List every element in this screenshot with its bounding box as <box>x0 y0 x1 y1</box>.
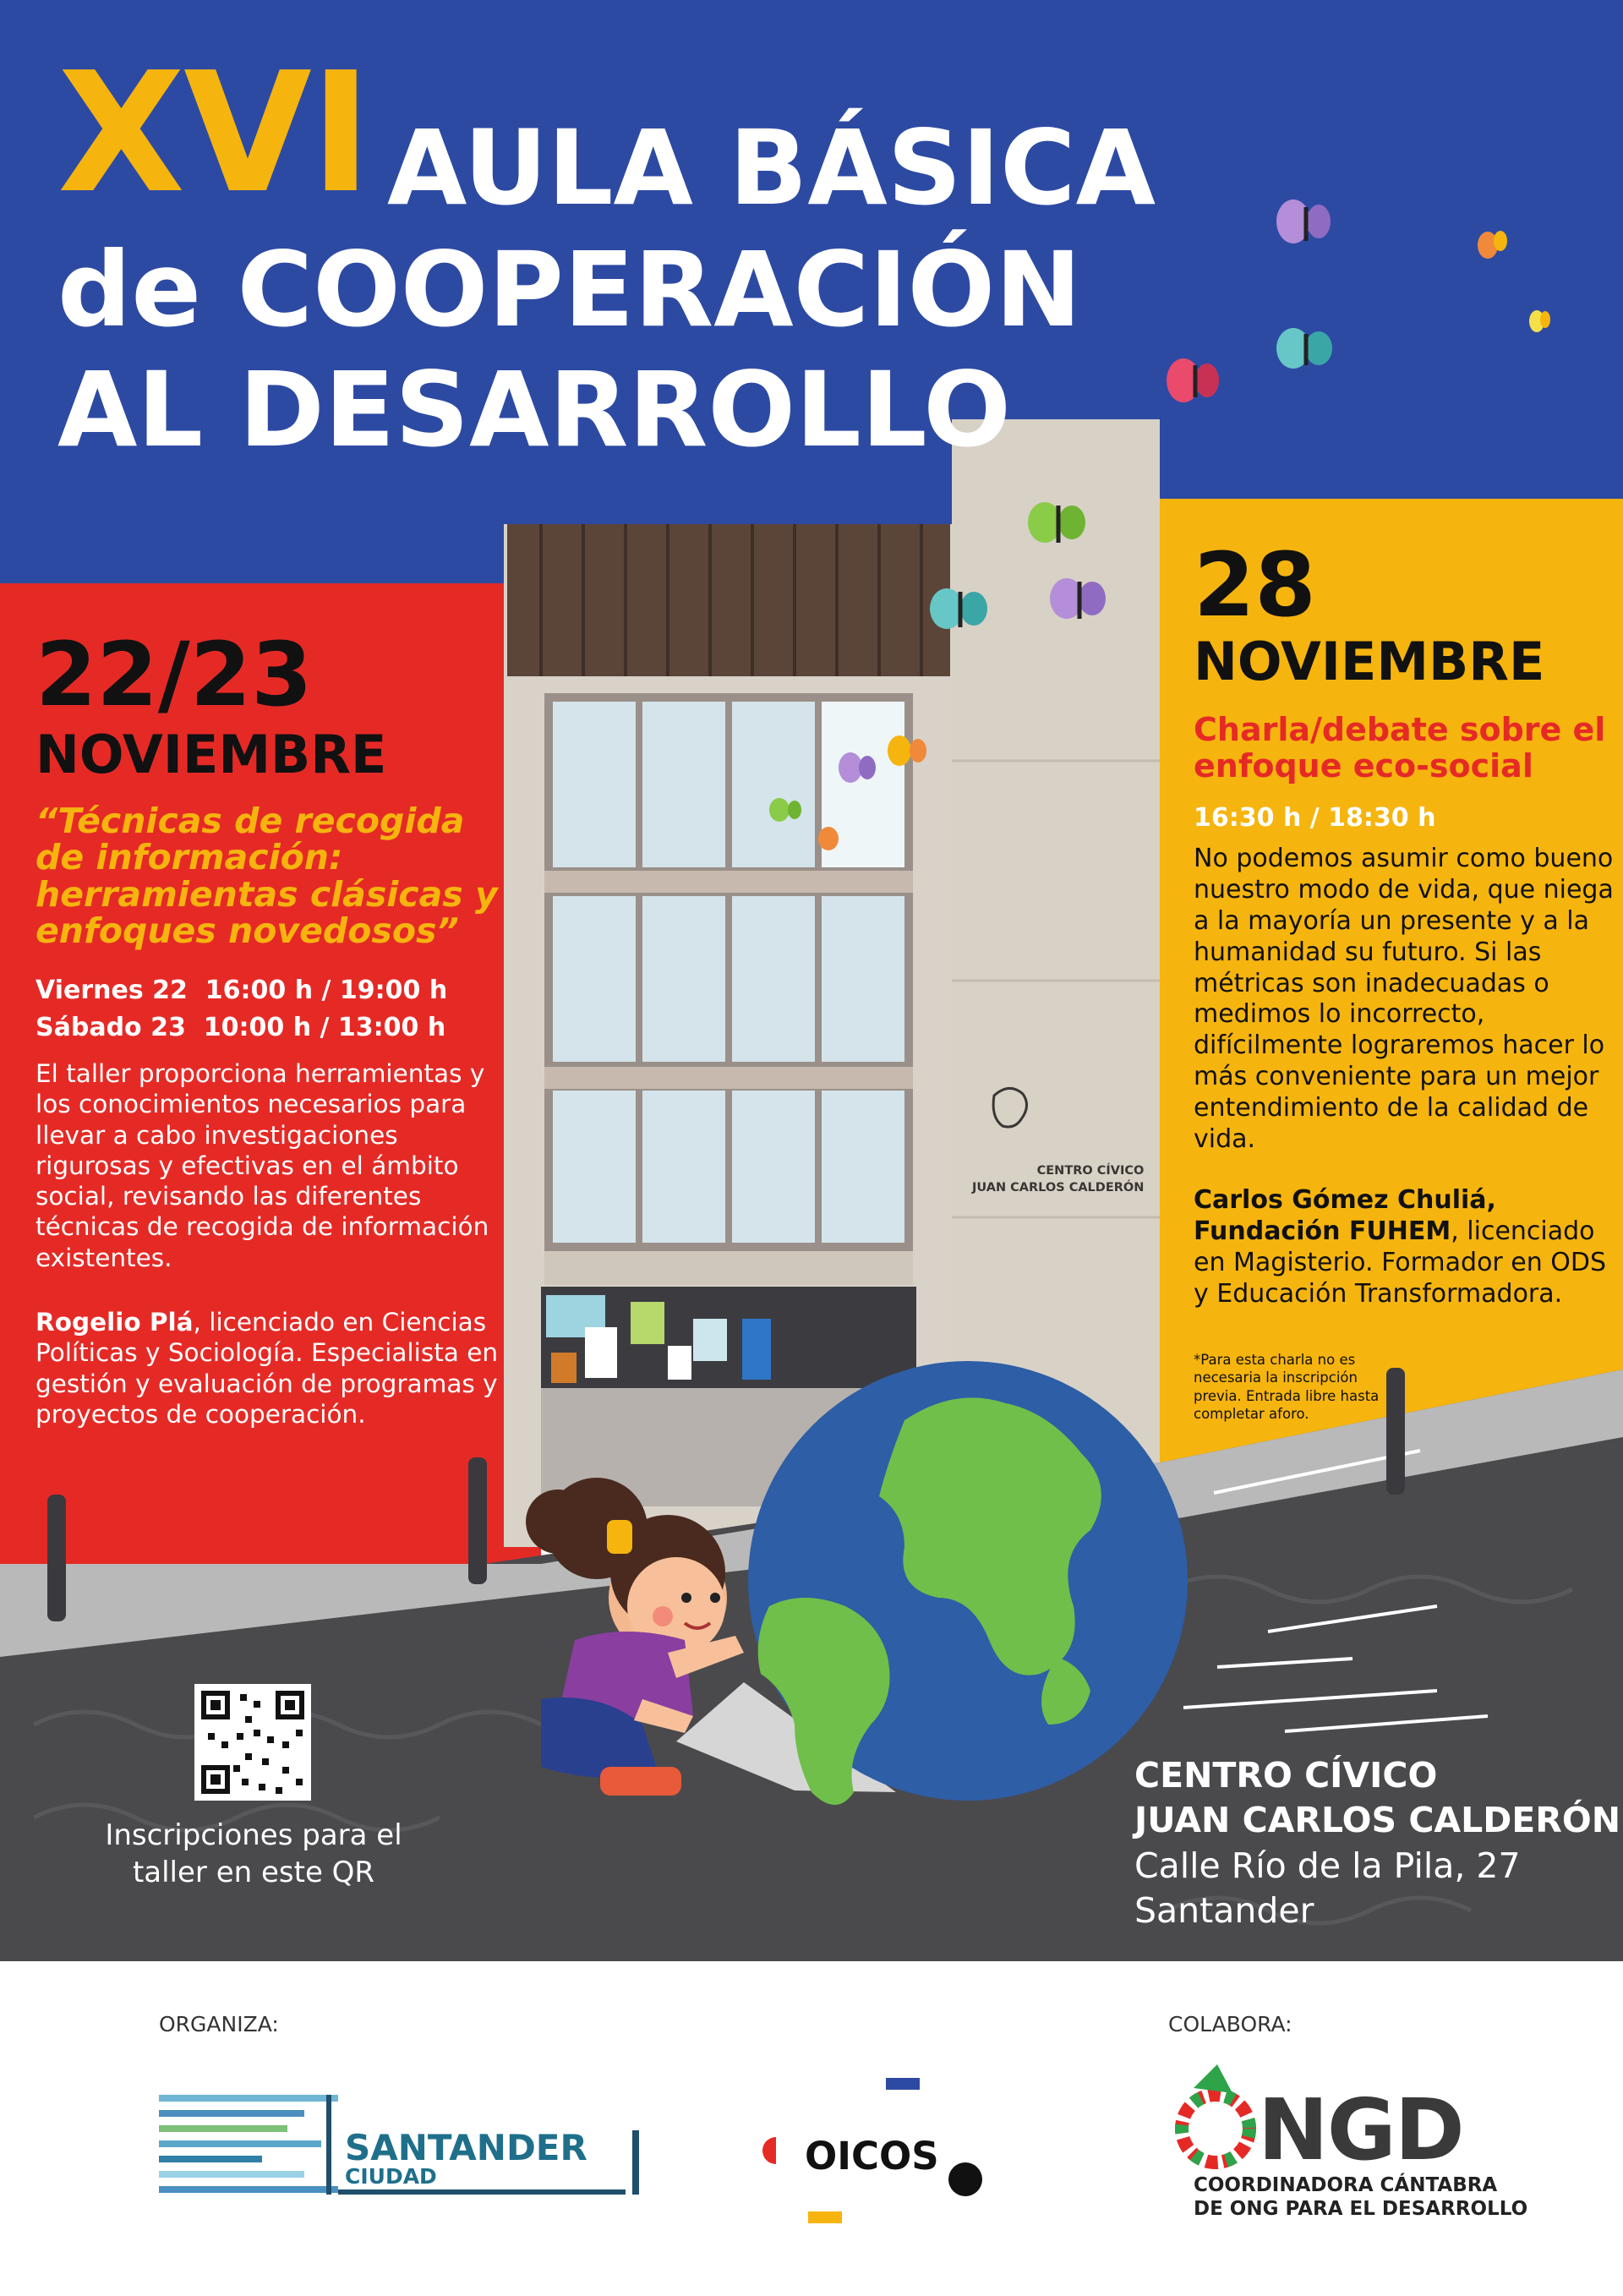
right-event-title: Charla/debate sobre el enfoque eco-social <box>1194 711 1606 784</box>
title-line-2: de COOPERACIÓN <box>57 230 1082 350</box>
schedule-day: Viernes 22 <box>36 976 188 1005</box>
santander-logo-subtitle: CIUDAD <box>345 2164 437 2189</box>
butterfly-icon <box>769 798 801 822</box>
butterfly-icon <box>1276 328 1332 369</box>
right-event-note: *Para esta charla no es necesaria la inscripción previa. Entrada libre hasta completar aforo. <box>1194 1352 1380 1423</box>
building-sign-line: JUAN CARLOS CALDERÓN <box>972 1180 1145 1194</box>
left-event-schedule <box>36 972 447 1046</box>
butterfly-icon <box>818 827 839 850</box>
edition-number: XVI <box>57 37 370 230</box>
qr-code-image[interactable] <box>194 1684 311 1801</box>
speaker-bio: , licenciado en Magisterio. Formador en ODS y Educación Transformadora. <box>1194 1216 1607 1309</box>
schedule-time: 16:00 h / 19:00 h <box>205 976 448 1005</box>
butterfly-icon <box>1050 578 1106 619</box>
oicos-logo-text: OICOS <box>805 2134 939 2178</box>
building-sign-line: CENTRO CÍVICO <box>1036 1164 1145 1178</box>
schedule-row <box>36 1009 447 1047</box>
venue-address <box>1134 1753 1620 1933</box>
left-event-title: “Técnicas de recogida de información: herramientas clásicas y enfoques novedosos” <box>36 801 498 952</box>
speaker-name: Rogelio Plá <box>36 1308 194 1337</box>
santander-logo-title: SANTANDER <box>345 2127 587 2168</box>
butterfly-icon <box>839 752 876 783</box>
ongd-logo-text: NGD <box>1258 2080 1463 2179</box>
qr-caption: Inscripciones para el taller en este QR <box>105 1818 402 1889</box>
building-sign <box>972 1163 1144 1196</box>
title-line-3: AL DESARROLLO <box>57 350 1011 470</box>
left-event-month: NOVIEMBRE <box>36 724 387 785</box>
left-event-description: El taller proporciona herramientas y los conocimientos necesarios para llevar a cabo investigaciones rigurosas y efectivas en el ámbito social, revisando las diferentes técnicas de recogida de información existentes. <box>36 1059 489 1272</box>
venue-name: JUAN CARLOS CALDERÓN <box>1134 1800 1621 1841</box>
butterfly-icon <box>1028 502 1085 543</box>
butterfly-icon <box>888 735 926 766</box>
butterfly-icon <box>1276 200 1331 243</box>
right-event-description: No podemos asumir como bueno nuestro modo de vida, que niega a la mayoría un presente y a la humanidad su futuro. Si las métricas son inadecuadas o medimos lo incorrecto, difícilmente lograremos hacer lo más conveniente para un mejor entendimiento de la calidad de vida. <box>1194 844 1614 1155</box>
venue-name: CENTRO CÍVICO <box>1134 1755 1438 1796</box>
right-event-speaker <box>1194 1185 1616 1310</box>
right-event-time: 16:30 h / 18:30 h <box>1194 803 1436 833</box>
venue-street: Calle Río de la Pila, 27 <box>1134 1845 1521 1886</box>
speaker-bio: , licenciado en Ciencias Políticas y Sociología. Especialista en gestión y evaluación de programas y proyectos de cooperación. <box>36 1308 499 1429</box>
right-event-month: NOVIEMBRE <box>1194 631 1545 692</box>
schedule-time: 10:00 h / 13:00 h <box>203 1012 446 1042</box>
organiza-label: ORGANIZA: <box>159 2012 279 2036</box>
title-line-1: AULA BÁSICA <box>387 108 1156 228</box>
left-event-date: 22/23 <box>36 623 313 726</box>
venue-city: Santander <box>1134 1889 1314 1931</box>
ongd-logo-line-1: COORDINADORA CÁNTABRA <box>1194 2174 1498 2196</box>
schedule-day: Sábado 23 <box>36 1012 186 1042</box>
butterfly-icon <box>1167 358 1219 402</box>
right-event-day: 28 <box>1194 533 1316 637</box>
colabora-label: COLABORA: <box>1168 2012 1292 2036</box>
butterfly-icon <box>930 588 987 629</box>
ongd-logo-line-2: DE ONG PARA EL DESARROLLO <box>1194 2198 1528 2220</box>
schedule-row <box>36 972 447 1009</box>
left-event-speaker <box>36 1307 517 1430</box>
speaker-name: Carlos Gómez Chuliá, Fundación FUHEM <box>1194 1185 1496 1246</box>
